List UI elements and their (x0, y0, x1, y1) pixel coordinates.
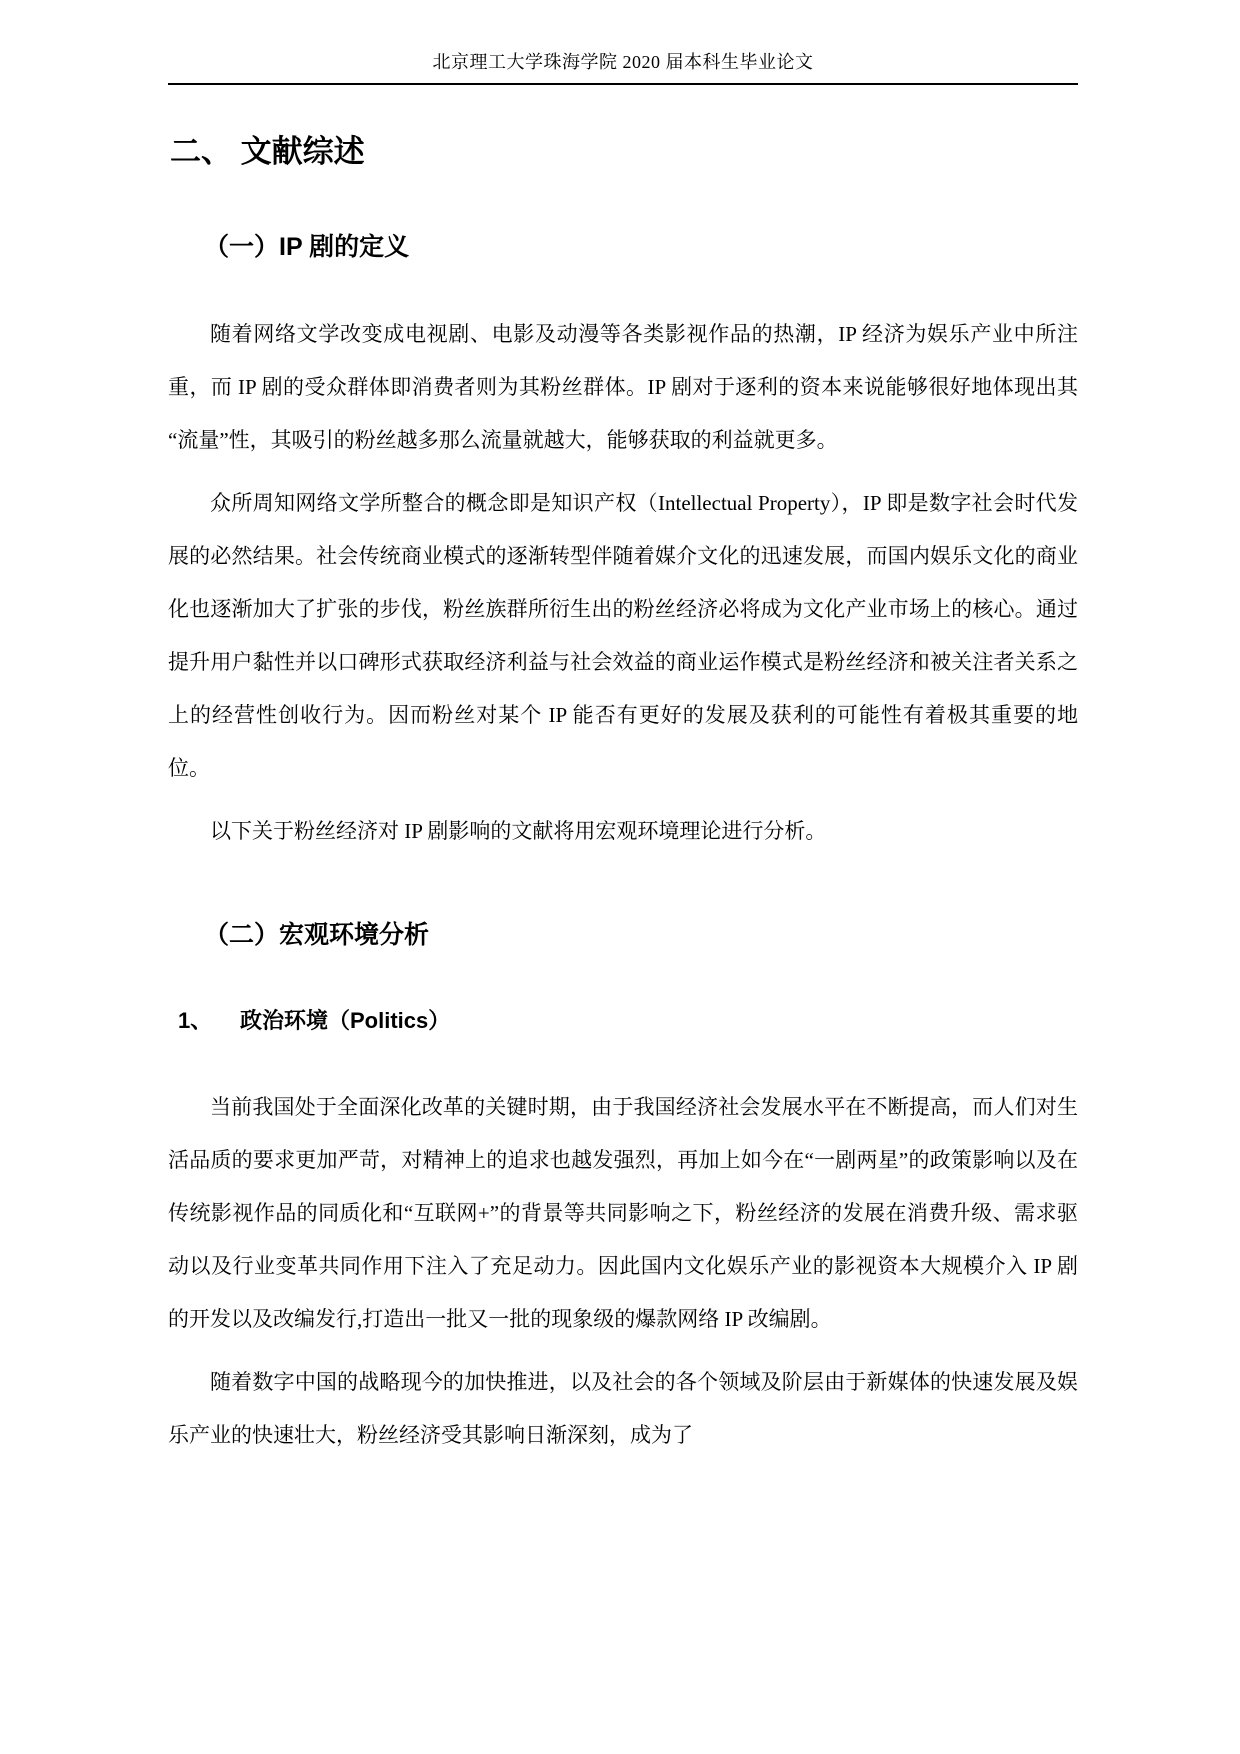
section-1-paragraph-1: 随着网络文学改变成电视剧、电影及动漫等各类影视作品的热潮，IP 经济为娱乐产业中所注重，而 IP 剧的受众群体即消费者则为其粉丝群体。IP 剧对于逐利的资本来说能够很好地体现出其“流量”性，其吸引的粉丝越多那么流量就越大，能够获取的利益就更多。 (168, 322, 1078, 453)
page-header: 北京理工大学珠海学院 2020 届本科生毕业论文 (432, 52, 814, 72)
header-divider (168, 83, 1078, 85)
section-1-heading: （一）IP 剧的定义 (204, 233, 410, 262)
subsection-1-number: 1、 (178, 1008, 213, 1034)
page-content (168, 0, 1078, 1462)
subsection-1-paragraph-1: 当前我国处于全面深化改革的关键时期，由于我国经济社会发展水平在不断提高，而人们对生活品质的要求更加严苛，对精神上的追求也越发强烈，再加上如今在“一剧两星”的政策影响以及在传统影视作品的同质化和“互联网+”的背景等共同影响之下，粉丝经济的发展在消费升级、需求驱动以及行业变革共同作用下注入了充足动力。因此国内文化娱乐产业的影视资本大规模介入 IP 剧的开发以及改编发行,打造出一批又一批的现象级的爆款网络 IP 改编剧。 (168, 1094, 1078, 1331)
chapter-heading: 二、 文献综述 (170, 134, 365, 170)
subsection-1-heading (178, 1008, 1078, 1034)
section-2-heading: （二）宏观环境分析 (204, 921, 430, 950)
section-1-paragraph-3: 以下关于粉丝经济对 IP 剧影响的文献将用宏观环境理论进行分析。 (210, 819, 827, 844)
section-1-paragraph-2: 众所周知网络文学所整合的概念即是知识产权（Intellectual Property），IP 即是数字社会时代发展的必然结果。社会传统商业模式的逐渐转型伴随着媒介文化的迅速发展，而国内娱乐文化的商业化也逐渐加大了扩张的步伐，粉丝族群所衍生出的粉丝经济必将成为文化产业市场上的核心。通过提升用户黏性并以口碑形式获取经济利益与社会效益的商业运作模式是粉丝经济和被关注者关系之上的经营性创收行为。因而粉丝对某个 IP 能否有更好的发展及获利的可能性有着极其重要的地位。 (168, 491, 1078, 781)
subsection-1-title: 政治环境（Politics） (240, 1008, 451, 1034)
subsection-1-paragraph-2: 随着数字中国的战略现今的加快推进，以及社会的各个领域及阶层由于新媒体的快速发展及娱乐产业的快速壮大，粉丝经济受其影响日渐深刻，成为了 (168, 1369, 1078, 1447)
